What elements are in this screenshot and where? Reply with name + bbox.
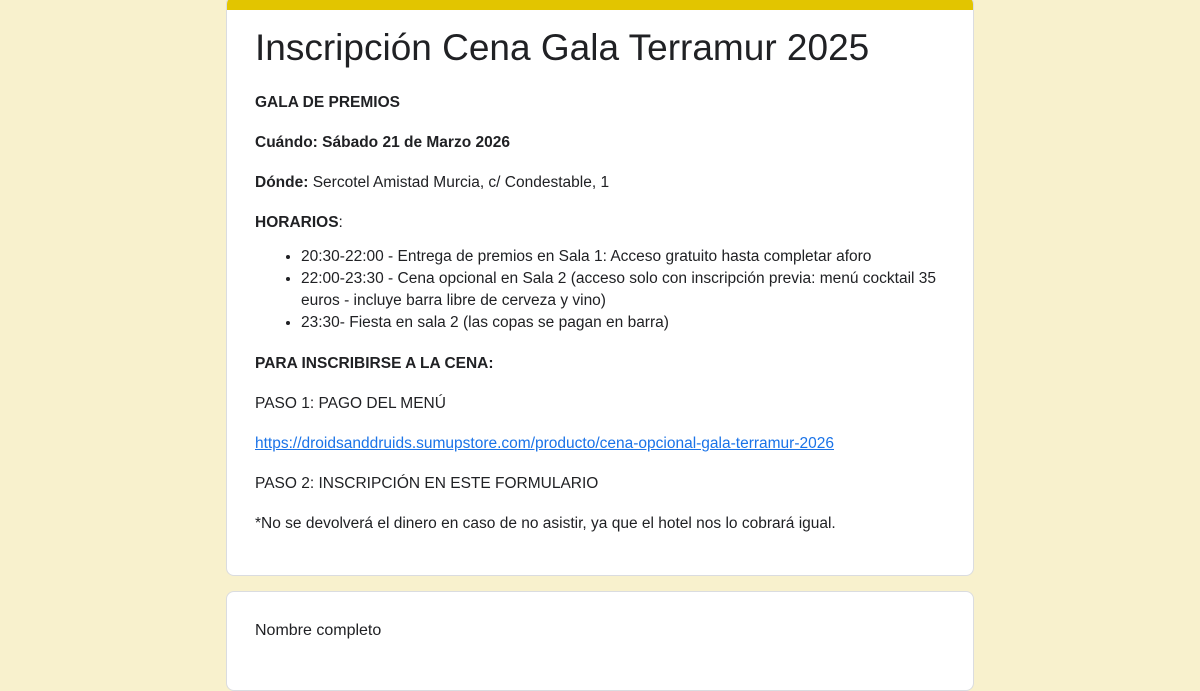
schedule-heading: HORARIOS: xyxy=(255,214,343,231)
description-heading: GALA DE PREMIOS xyxy=(255,94,400,111)
refund-note: *No se devolverá el dinero en caso de no asistir, ya que el hotel nos lo cobrará igual. xyxy=(255,515,836,532)
event-location: Dónde: Sercotel Amistad Murcia, c/ Condestable, 1 xyxy=(255,174,610,191)
step-1: PASO 1: PAGO DEL MENÚ xyxy=(255,395,446,412)
payment-link[interactable]: https://droidsanddruids.sumupstore.com/producto/cena-opcional-gala-terramur-2026 xyxy=(255,435,834,452)
form-description xyxy=(255,92,945,534)
schedule-item: • 23:30- Fiesta en sala 2 (las copas se pagan en barra) xyxy=(301,312,945,334)
schedule-item: • 20:30-22:00 - Entrega de premios en Sala 1: Acceso gratuito hasta completar aforo xyxy=(301,246,945,268)
question-card-full-name[interactable] xyxy=(226,591,974,691)
payment-link-paragraph xyxy=(255,433,945,454)
form-header-card xyxy=(226,0,974,576)
question-label: Nombre completo xyxy=(255,622,382,639)
step-2: PASO 2: INSCRIPCIÓN EN ESTE FORMULARIO xyxy=(255,475,599,492)
signup-heading: PARA INSCRIBIRSE A LA CENA: xyxy=(255,355,494,372)
schedule-list xyxy=(255,246,945,334)
form-title: Inscripción Cena Gala Terramur 2025 xyxy=(255,27,870,68)
event-date: Cuándo: Sábado 21 de Marzo 2026 xyxy=(255,134,510,151)
schedule-item: • 22:00-23:30 - Cena opcional en Sala 2 (acceso solo con inscripción previa: menú cocktail 35 euros - incluye barra libre de cerveza y vino) xyxy=(301,268,945,312)
accent-bar xyxy=(227,0,973,10)
